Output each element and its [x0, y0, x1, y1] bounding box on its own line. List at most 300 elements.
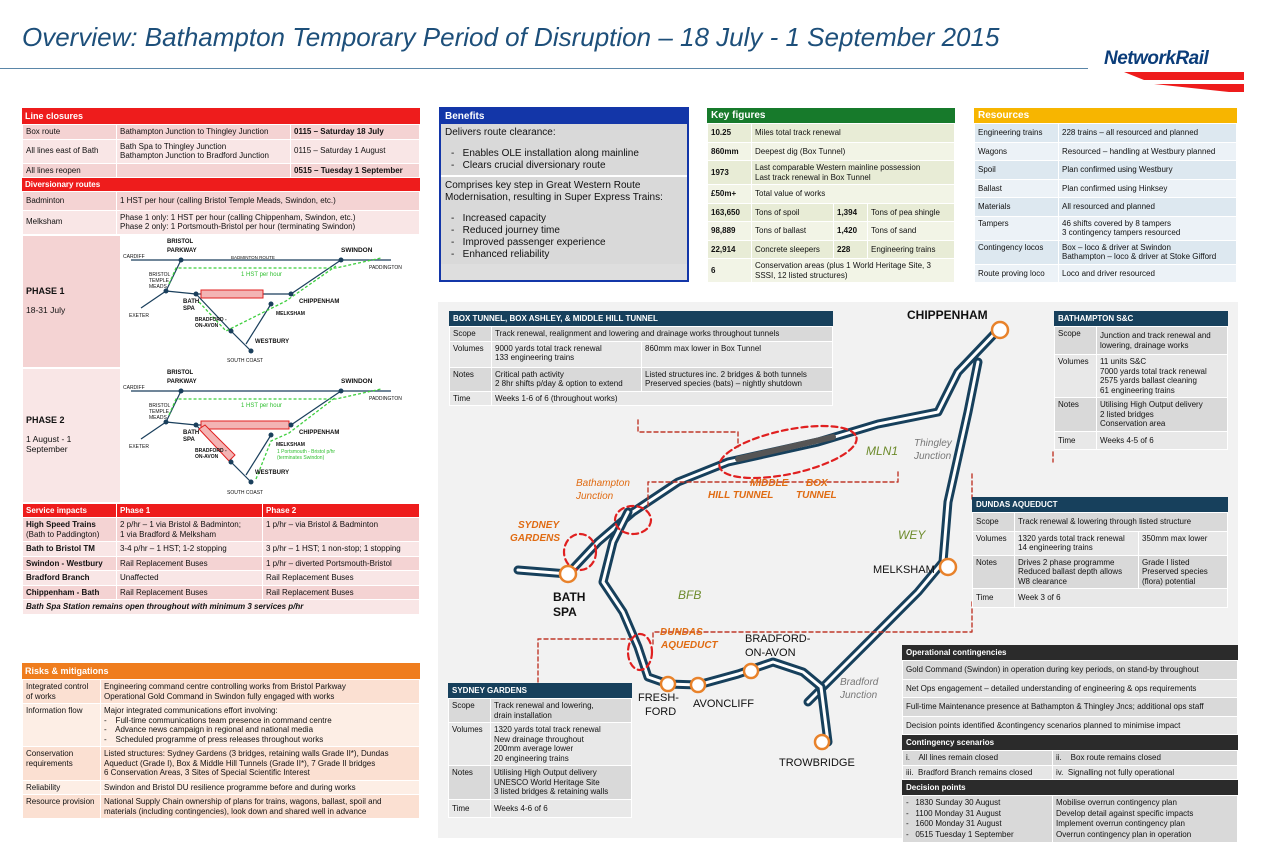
benefits-section — [441, 177, 687, 264]
cell-line: 133 engineering trains — [495, 353, 575, 362]
map-route-bfb: BFB — [678, 588, 702, 602]
cell: Scope — [973, 513, 1015, 532]
service-note: Bath Spa Station remains open throughout with minimum 3 services p/hr — [23, 600, 420, 615]
cell: Tons of pea shingle — [868, 203, 955, 222]
cell-line: 1320 yards total track renewal — [494, 725, 601, 734]
cell: Contingency locos — [975, 240, 1059, 264]
map-label: EXETER — [129, 443, 150, 450]
cell: Track renewal & lowering through listed structure — [1015, 513, 1228, 532]
cell: Gold Command (Swindon) in operation during key periods, on stand-by throughout — [903, 661, 1238, 680]
cell-line: W8 clearance — [1018, 576, 1067, 586]
map-box-tunnel: BOX — [806, 478, 828, 489]
cell-line: Grade I listed — [1142, 557, 1190, 567]
map-junction-bathampton: Bathampton — [576, 478, 630, 489]
map-label: BRADFORD -ON-AVON — [195, 316, 227, 329]
cell: Deepest dig (Box Tunnel) — [752, 142, 955, 161]
table-row — [975, 240, 1237, 264]
map-route-mln1: MLN1 — [866, 444, 899, 458]
cell — [492, 341, 642, 367]
cell — [1059, 216, 1237, 240]
map-station-freshford: FRESH- — [638, 692, 679, 704]
list-item: - Clears crucial diversionary route — [451, 160, 683, 172]
cell — [1059, 240, 1237, 264]
cell: Wagons — [975, 142, 1059, 161]
cell: Tons of spoil — [752, 203, 834, 222]
table-row — [23, 139, 420, 163]
map-dundas-aqueduct-line2: AQUEDUCT — [661, 640, 718, 651]
cell: Weeks 4-5 of 6 — [1097, 431, 1228, 450]
logo-arrow-icon — [1104, 70, 1249, 100]
cell: iv. Signalling not fully operational — [1053, 765, 1238, 780]
cell-line: 200mm average lower — [494, 744, 574, 753]
table-row — [1055, 327, 1228, 355]
map-station-freshford-line2: FORD — [645, 706, 677, 718]
cell-line: - Full-time communications team presence in command centre — [104, 715, 332, 725]
cell: Scope — [450, 327, 492, 342]
cell — [1097, 398, 1228, 432]
sydney-header: SYDNEY GARDENS — [448, 683, 632, 698]
cell-line: Operational Gold Command in Swindon fully engaged with works — [104, 691, 335, 701]
cell: Route proving loco — [975, 264, 1059, 283]
cell: Tons of ballast — [752, 222, 834, 241]
map-label: MELKSHAM — [276, 310, 305, 317]
cell: 228 trains – all resourced and planned — [1059, 124, 1237, 143]
map-label: CARDIFF — [123, 384, 145, 391]
cell-line: Last track renewal in Box Tunnel — [755, 172, 871, 182]
cell-line: 2 p/hr – 1 via Bristol & Badminton; — [120, 520, 241, 529]
map-box-tunnel-line2: TUNNEL — [796, 490, 837, 501]
table-row — [23, 556, 420, 571]
sydney-gardens-panel — [448, 683, 632, 818]
cell-line: Listed structures: Sydney Gardens (3 bridges, retaining walls Grade II*), Dundas Aqueduct (Grade I), Box & Middle Hill Tunnels (Grade II*), 7 Grade II bridges — [104, 749, 389, 768]
cell: 228 — [834, 240, 868, 259]
cell: 6 — [708, 259, 752, 283]
cell-line: 1320 yards total track renewal — [1018, 533, 1125, 543]
cell-line: - 0515 Tuesday 1 September — [906, 829, 1014, 839]
map-label: SWINDON — [341, 246, 373, 254]
cell-line: (Bath to Paddington) — [26, 529, 100, 539]
cell-line: High Speed Trains — [26, 520, 96, 529]
cell: Miles total track renewal — [752, 124, 955, 143]
table-row — [23, 192, 420, 211]
cell-line: 7000 yards total track renewal — [1100, 366, 1207, 376]
bathampton-sc-table — [1054, 326, 1228, 450]
map-label: BADMINTON ROUTE — [231, 254, 275, 260]
table-row — [903, 698, 1238, 717]
resources-table — [974, 123, 1237, 283]
map-junction-bradford: Bradford — [840, 677, 879, 688]
cell: 3-4 p/hr – 1 HST; 1-2 stopping — [117, 542, 263, 557]
cell-line: Implement overrun contingency plan — [1056, 819, 1185, 828]
cell-line: 1 via Bradford & Melksham — [120, 529, 217, 539]
cell: Time — [1055, 431, 1097, 450]
map-label: MELKSHAM — [276, 441, 305, 448]
decisions-header: Decision points — [902, 780, 1238, 795]
cell: 350mm max lower — [1139, 531, 1228, 555]
cell: Conservation areas (plus 1 World Heritage Site, 3 SSSI, 12 listed structures) — [752, 259, 955, 283]
cell: Rail Replacement Buses — [117, 585, 263, 600]
cell-line: Reduced ballast depth allows — [1018, 567, 1123, 576]
cell: Notes — [973, 555, 1015, 589]
map-junction-bathampton-line2: Junction — [576, 491, 614, 502]
cell: Ballast — [975, 179, 1059, 198]
cell: Tampers — [975, 216, 1059, 240]
benefits-panel — [439, 107, 689, 282]
cell-line: (flora) potential — [1142, 576, 1196, 586]
cell: Loco and driver resourced — [1059, 264, 1237, 283]
table-row — [903, 751, 1238, 766]
header-cell: Phase 1 — [117, 503, 263, 518]
benefits-list — [445, 148, 683, 172]
map-label: BRISTOL TEMPLE MEADS — [149, 271, 171, 290]
cell: Volumes — [973, 531, 1015, 555]
cell-line: Bathampton – loco & driver at Stoke Gifford — [1062, 252, 1217, 261]
cell — [101, 747, 420, 781]
list-item: - Reduced journey time — [451, 225, 683, 237]
table-row — [1055, 355, 1228, 398]
table-row — [23, 795, 420, 819]
cell — [1053, 796, 1238, 843]
cell-line: 20 engineering trains — [494, 753, 569, 763]
cell-line: Listed structures inc. 2 bridges & both tunnels — [645, 369, 807, 379]
diversionary-table — [22, 191, 420, 235]
cell: All lines reopen — [23, 163, 117, 178]
map-sydney-gardens: SYDNEY — [518, 520, 560, 531]
benefits-intro: Comprises key step in Great Western Route Modernisation, resulting in Super Express Trains: — [445, 180, 663, 203]
header-cell: Service impacts — [23, 503, 117, 518]
table-row — [23, 125, 420, 140]
cell-line: 2 listed bridges — [1100, 409, 1154, 419]
map-route-wey: WEY — [898, 528, 926, 542]
dundas-table — [972, 512, 1228, 608]
cell: Resourced – handling at Westbury planned — [1059, 142, 1237, 161]
cell — [491, 699, 632, 723]
cell-line: 14 engineering trains — [1018, 543, 1093, 552]
cell — [23, 518, 117, 542]
benefits-list — [445, 213, 683, 261]
cell: 1,420 — [834, 222, 868, 241]
table-row — [708, 161, 955, 185]
left-column — [22, 108, 420, 615]
cell: 860mm — [708, 142, 752, 161]
table-row — [450, 367, 833, 391]
cell-line: Preserved species (bats) – nightly shutdown — [645, 379, 802, 388]
cell: Rail Replacement Buses — [117, 556, 263, 571]
cell: Notes — [449, 766, 491, 800]
cell: 0115 – Saturday 18 July — [291, 125, 420, 140]
cell-line: 2 8hr shifts p/day & option to extend — [495, 379, 623, 388]
line-closures-header: Line closures — [22, 108, 420, 124]
page-title: Overview: Bathampton Temporary Period of Disruption – 18 July - 1 September 2015 — [22, 22, 1000, 52]
cell-line: Preserved species — [1142, 567, 1208, 576]
phase1-title: PHASE 1 — [26, 285, 65, 296]
dundas-header: DUNDAS AQUEDUCT — [972, 497, 1228, 512]
scenarios-table — [902, 750, 1238, 780]
cell: 860mm max lower in Box Tunnel — [642, 341, 833, 367]
map-label: EXETER — [129, 312, 150, 319]
title-divider — [0, 68, 1088, 69]
table-row — [708, 185, 955, 204]
table-row — [23, 680, 420, 704]
map-label: CHIPPENHAM — [299, 298, 340, 305]
cell-line: 2575 yards ballast cleaning — [1100, 376, 1197, 385]
table-row — [973, 555, 1228, 589]
cell: Spoil — [975, 161, 1059, 180]
cell-line: drain installation — [494, 710, 552, 720]
cell-line: Phase 2 only: 1 Portsmouth-Bristol per hour (terminating Swindon) — [120, 222, 356, 231]
cell: Swindon and Bristol DU resilience programme before and during works — [101, 780, 420, 795]
network-rail-logo — [1104, 48, 1249, 104]
cell: Box route — [23, 125, 117, 140]
cell-line: Mobilise overrun contingency plan — [1056, 798, 1177, 807]
cell: Tons of sand — [868, 222, 955, 241]
map-junction-thingley-line2: Junction — [914, 451, 952, 462]
cell-line: Major integrated communications effort involving: — [104, 706, 278, 715]
cell: 1973 — [708, 161, 752, 185]
table-row — [973, 531, 1228, 555]
map-sydney-gardens-line2: GARDENS — [510, 533, 561, 544]
cell: ii. Box route remains closed — [1053, 751, 1238, 766]
list-item: - Improved passenger experience — [451, 237, 683, 249]
map-label: CARDIFF — [123, 253, 145, 260]
phase2-map — [121, 368, 420, 502]
cell — [1097, 355, 1228, 398]
table-row — [23, 571, 420, 586]
cell: Materials — [975, 198, 1059, 217]
table-row — [450, 327, 833, 342]
cell: Plan confirmed using Hinksey — [1059, 179, 1237, 198]
table-row — [973, 589, 1228, 608]
cell: 98,889 — [708, 222, 752, 241]
cell-line: Bathampton Junction to Bradford Junction — [120, 151, 269, 160]
cell: 1,394 — [834, 203, 868, 222]
cell — [642, 367, 833, 391]
cell: Bathampton Junction to Thingley Junction — [117, 125, 291, 140]
line-closures-table — [22, 124, 420, 178]
cell-line: Bath Spa to Thingley Junction — [120, 141, 227, 151]
table-row — [1055, 398, 1228, 432]
cell-line: 11 units S&C — [1100, 357, 1147, 366]
benefits-header: Benefits — [441, 109, 687, 124]
map-station-bath-spa: BATH — [553, 590, 586, 604]
cell: i. All lines remain closed — [903, 751, 1053, 766]
cell-line: 46 shifts covered by 8 tampers — [1062, 218, 1171, 228]
cell-line: Drives 2 phase programme — [1018, 557, 1115, 567]
map-label: BRADFORD -ON-AVON — [195, 447, 227, 460]
map-junction-thingley: Thingley — [914, 438, 952, 449]
map-label: 1 HST per hour — [241, 271, 282, 278]
cell: 3 p/hr – 1 HST; 1 non-stop; 1 stopping — [263, 542, 420, 557]
phase1-map — [121, 235, 420, 367]
cell-line: Box – loco & driver at Swindon — [1062, 242, 1171, 252]
box-tunnel-panel — [449, 311, 833, 406]
table-row — [23, 780, 420, 795]
cell: All resourced and planned — [1059, 198, 1237, 217]
map-label: CHIPPENHAM — [299, 429, 340, 436]
cell-line: UNESCO World Heritage Site — [494, 777, 600, 787]
cell-line: 9000 yards total track renewal — [495, 343, 602, 353]
map-label: SOUTH COAST — [227, 489, 264, 496]
operational-panel — [902, 645, 1238, 843]
map-label: BRISTOL PARKWAY — [167, 238, 197, 254]
benefits-intro: Delivers route clearance: — [445, 127, 556, 138]
cell — [117, 210, 420, 234]
table-row — [449, 723, 632, 766]
cell: 0515 – Tuesday 1 September — [291, 163, 420, 178]
box-tunnel-table — [449, 326, 833, 406]
table-row — [23, 600, 420, 615]
cell: Swindon - Westbury — [23, 556, 117, 571]
cell: Volumes — [1055, 355, 1097, 398]
cell — [117, 163, 291, 178]
table-row — [708, 222, 955, 241]
table-row — [449, 699, 632, 723]
cell: 1 p/hr – diverted Portsmouth-Bristol — [263, 556, 420, 571]
map-label: WESTBURY — [255, 338, 290, 345]
table-row — [450, 341, 833, 367]
cell — [492, 367, 642, 391]
cell — [1015, 531, 1139, 555]
table-row — [450, 391, 833, 406]
cell: 22,914 — [708, 240, 752, 259]
cell-line: - Advance news campaign in regional and national media — [104, 725, 314, 734]
cell: National Supply Chain ownership of plans for trains, wagons, ballast, spoil and materials (including contingencies), look down and shared well in advance — [101, 795, 420, 819]
scenarios-header: Contingency scenarios — [902, 735, 1238, 750]
cell: Scope — [1055, 327, 1097, 355]
cell: iii. Bradford Branch remains closed — [903, 765, 1053, 780]
table-row — [708, 124, 955, 143]
map-label: PADDINGTON — [369, 264, 402, 271]
operational-header: Operational contingencies — [902, 645, 1238, 660]
cell: Engineering trains — [975, 124, 1059, 143]
phase1-dates: 18-31 July — [26, 305, 66, 315]
cell-line: Utilising High Output delivery — [1100, 400, 1203, 409]
map-middle-hill-tunnel: MIDDLE — [750, 478, 789, 489]
table-row — [708, 142, 955, 161]
dundas-aqueduct-panel — [972, 497, 1228, 608]
cell-line: New drainage throughout — [494, 734, 584, 744]
cell — [117, 518, 263, 542]
cell: Reliability — [23, 780, 101, 795]
cell — [491, 723, 632, 766]
risks-header: Risks & mitigations — [22, 663, 420, 679]
cell: 10.25 — [708, 124, 752, 143]
cell: Time — [450, 391, 492, 406]
cell-line: - 1100 Monday 31 August — [906, 808, 1002, 818]
cell-line: 6 Conservation Areas, 3 Sites of Special Scientific Interest — [104, 768, 310, 777]
cell: Information flow — [23, 704, 101, 747]
cell-line: Critical path activity — [495, 369, 564, 379]
map-label: 1 Portsmouth - Bristol p/hr (terminates Swindon) — [277, 448, 336, 461]
cell-line: - 1600 Monday 31 August — [906, 819, 1002, 828]
risks-table — [22, 679, 420, 819]
bathampton-sc-header: BATHAMPTON S&C — [1054, 311, 1228, 326]
cell: Badminton — [23, 192, 117, 211]
cell: £50m+ — [708, 185, 752, 204]
table-row — [975, 216, 1237, 240]
cell: Full-time Maintenance presence at Bathampton & Thingley Jncs; additional ops staff — [903, 698, 1238, 717]
phase2-map-graphic — [121, 369, 419, 502]
map-label: BATH SPA — [183, 429, 200, 443]
cell — [1015, 555, 1139, 589]
cell-line: Overrun contingency plan in operation — [1056, 829, 1192, 839]
key-figures-table — [707, 123, 955, 283]
phase1-block — [22, 235, 420, 368]
map-label: 1 HST per hour — [241, 402, 282, 409]
cell-line: - 1830 Sunday 30 August — [906, 798, 1001, 807]
cell: Junction and track renewal and lowering, drainage works — [1097, 327, 1228, 355]
map-station-avoncliff: AVONCLIFF — [693, 698, 754, 710]
risks-panel — [22, 663, 420, 819]
phase2-dates: 1 August - 1 September — [26, 434, 72, 454]
operational-table — [902, 660, 1238, 735]
cell: 163,650 — [708, 203, 752, 222]
key-figures-panel — [707, 108, 955, 283]
table-row — [449, 799, 632, 818]
diversionary-header: Diversionary routes — [22, 178, 420, 191]
table-row — [23, 542, 420, 557]
map-station-bradford: BRADFORD- — [745, 633, 811, 645]
table-row — [23, 210, 420, 234]
cell: Plan confirmed using Westbury — [1059, 161, 1237, 180]
cell-line: Phase 1 only: 1 HST per hour (calling Chippenham, Swindon, etc.) — [120, 212, 356, 222]
cell-line: Conservation area — [1100, 419, 1166, 428]
cell — [101, 704, 420, 747]
cell-line: Utilising High Output delivery — [494, 768, 597, 777]
cell: All lines east of Bath — [23, 139, 117, 163]
map-label: WESTBURY — [255, 469, 290, 476]
map-label: BATH SPA — [183, 298, 200, 312]
resources-header: Resources — [974, 108, 1237, 123]
benefits-section — [441, 124, 687, 177]
map-station-chippenham: CHIPPENHAM — [907, 308, 988, 322]
cell: Week 3 of 6 — [1015, 589, 1228, 608]
cell — [101, 680, 420, 704]
list-item: - Increased capacity — [451, 213, 683, 225]
box-tunnel-header: BOX TUNNEL, BOX ASHLEY, & MIDDLE HILL TUNNEL — [449, 311, 833, 326]
cell: Volumes — [449, 723, 491, 766]
table-row — [975, 198, 1237, 217]
map-label: BRISTOL PARKWAY — [167, 369, 197, 385]
cell: Weeks 4-6 of 6 — [491, 799, 632, 818]
cell: Rail Replacement Buses — [263, 585, 420, 600]
cell-line: Track renewal and lowering, — [494, 701, 594, 710]
table-row — [903, 661, 1238, 680]
decisions-table — [902, 795, 1238, 843]
cell: Net Ops engagement – detailed understanding of engineering & ops requirements — [903, 679, 1238, 698]
cell-line: Last comparable Western mainline possession — [755, 163, 921, 172]
cell: Bradford Branch — [23, 571, 117, 586]
table-row — [903, 679, 1238, 698]
cell: 0115 – Saturday 1 August — [291, 139, 420, 163]
service-impacts-table — [22, 503, 420, 615]
cell: Total value of works — [752, 185, 955, 204]
cell — [1139, 555, 1228, 589]
cell: Rail Replacement Buses — [263, 571, 420, 586]
map-station-trowbridge: TROWBRIDGE — [779, 757, 855, 769]
table-row — [708, 240, 955, 259]
phase2-title: PHASE 2 — [26, 414, 65, 425]
cell — [752, 161, 955, 185]
table-row — [973, 513, 1228, 532]
map-label: BRISTOL TEMPLE MEADS — [149, 402, 171, 421]
table-row — [708, 259, 955, 283]
table-row — [708, 203, 955, 222]
list-item: - Enhanced reliability — [451, 249, 683, 261]
cell: Scope — [449, 699, 491, 723]
phase2-label — [23, 368, 121, 502]
bathampton-sc-panel — [1054, 311, 1228, 450]
